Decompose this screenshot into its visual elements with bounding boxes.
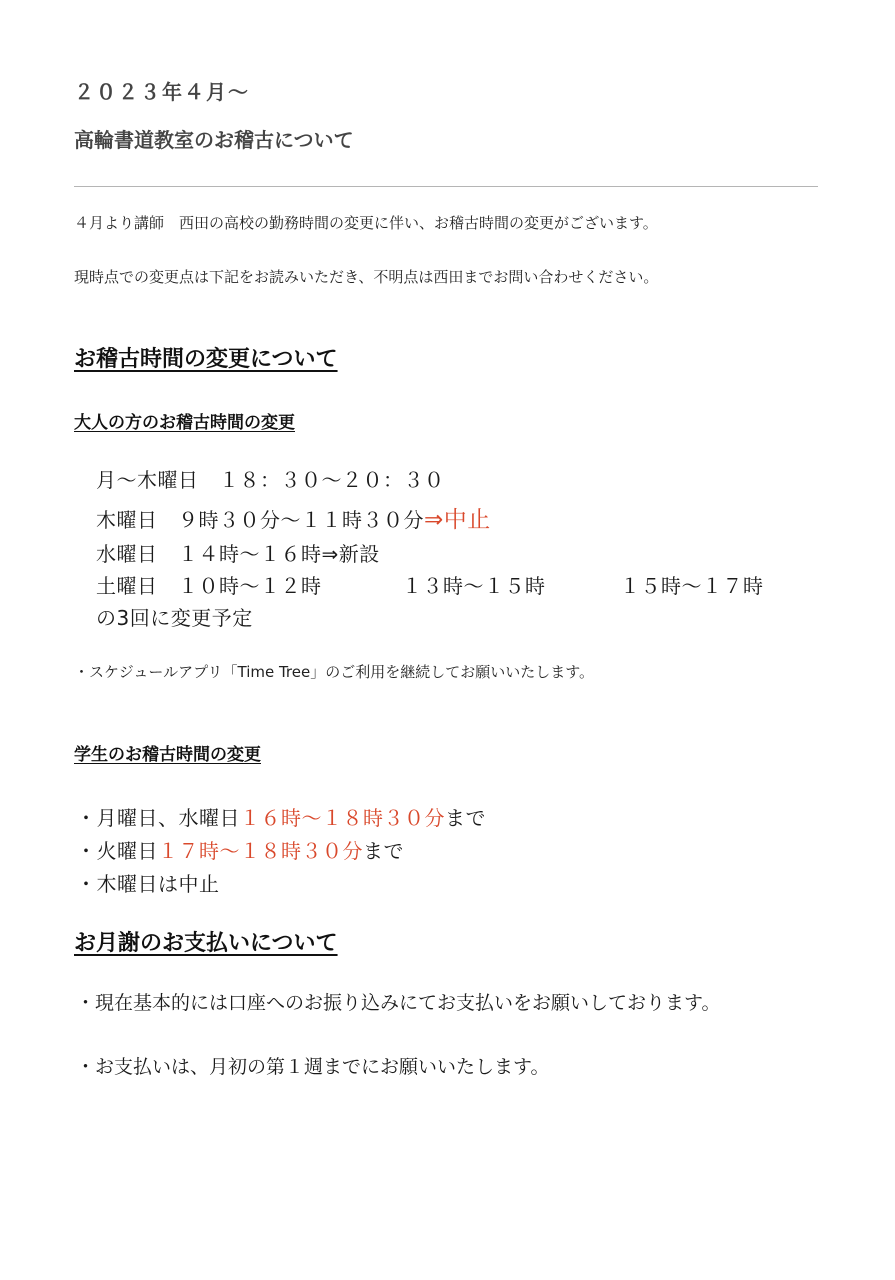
student-row-mon-wed-suffix: まで xyxy=(445,806,486,830)
payment-line-2: ・お支払いは、月初の第１週までにお願いいたします。 xyxy=(76,1056,550,1078)
student-row-mon-wed xyxy=(76,802,486,831)
adult-row-saturday-mid: １３時〜１５時 xyxy=(402,574,546,598)
payment-line-1: ・現在基本的には口座へのお振り込みにてお支払いをお願いしております。 xyxy=(76,992,721,1014)
student-row-mon-wed-time: １６時〜１８時３０分 xyxy=(240,806,445,830)
student-row-mon-wed-label: ・月曜日、水曜日 xyxy=(76,806,240,830)
adult-row-thursday xyxy=(96,501,491,534)
document-date: ２０２３年４月〜 xyxy=(74,80,250,104)
adult-row-thursday-text: 木曜日 ９時３０分〜１１時３０分 xyxy=(96,508,424,532)
adult-row-saturday-end: １５時〜１７時 xyxy=(620,574,764,598)
intro-line-1: ４月より講師 西田の高校の勤務時間の変更に伴い、お稽古時間の変更がございます。 xyxy=(74,214,658,232)
adult-row-thursday-change: ⇒中止 xyxy=(424,507,491,533)
schedule-heading: お稽古時間の変更について xyxy=(74,347,338,372)
adult-row-saturday-label: 土曜日 １０時〜１２時 xyxy=(96,574,322,598)
student-row-tuesday-suffix: まで xyxy=(363,839,404,863)
payment-heading: お月謝のお支払いについて xyxy=(74,931,338,956)
student-heading: 学生のお稽古時間の変更 xyxy=(74,745,261,765)
adult-row-summary: の3回に変更予定 xyxy=(96,606,253,630)
student-row-tuesday xyxy=(76,835,404,864)
divider xyxy=(74,186,818,187)
adult-row-wednesday: 水曜日 １４時〜１６時⇒新設 xyxy=(96,542,380,566)
timetree-note: ・スケジュールアプリ「Time Tree」のご利用を継続してお願いいたします。 xyxy=(74,663,595,681)
student-row-tuesday-label: ・火曜日 xyxy=(76,839,158,863)
adult-row-weekday: 月〜木曜日 １８：３０〜２０：３０ xyxy=(96,468,445,492)
intro-line-2: 現時点での変更点は下記をお読みいただき、不明点は西田までお問い合わせください。 xyxy=(74,268,659,286)
student-row-tuesday-time: １７時〜１８時３０分 xyxy=(158,839,363,863)
student-row-thursday: ・木曜日は中止 xyxy=(76,872,220,896)
adult-heading: 大人の方のお稽古時間の変更 xyxy=(74,413,295,433)
document-title: 高輪書道教室のお稽古について xyxy=(74,128,354,152)
